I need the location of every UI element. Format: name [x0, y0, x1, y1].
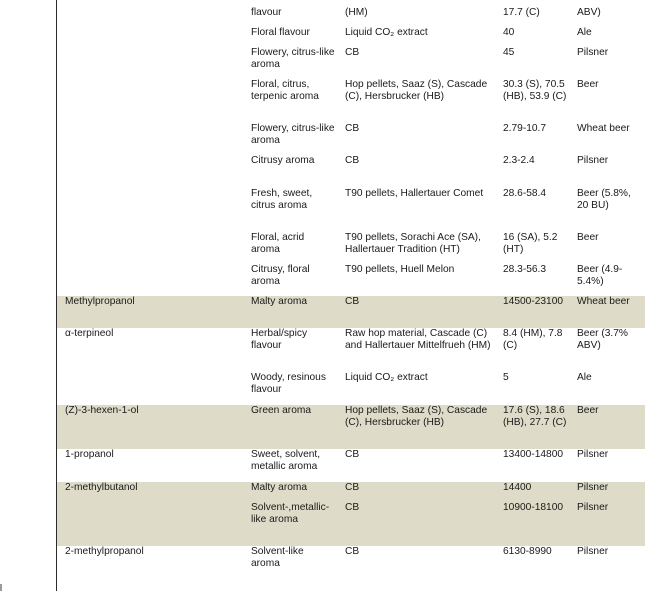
compound-cell: α-terpineol [65, 328, 114, 339]
product-cell: Beer [577, 405, 599, 416]
odour-cell: Floral flavour [251, 27, 310, 38]
table-row [57, 155, 645, 188]
hop-source-cell: T90 pellets, Hallertauer Comet [345, 188, 484, 199]
odour-cell: Solvent-like aroma [251, 546, 304, 569]
product-cell: Beer (4.9-5.4%) [577, 264, 623, 287]
table-row [57, 79, 645, 123]
odour-cell: Floral, acrid aroma [251, 232, 305, 255]
product-cell: Pilsner [577, 449, 609, 460]
compound-cell: 2-methylpropanol [65, 546, 144, 557]
concentration-cell: 8.4 (HM), 7.8 (C) [503, 328, 563, 351]
concentration-cell: 2.79-10.7 [503, 123, 547, 134]
hop-source-cell: Hop pellets, Saaz (S), Cascade (C), Hersbrucker (HB) [345, 79, 488, 102]
product-cell: Pilsner [577, 155, 609, 166]
hop-source-cell: CB [345, 482, 360, 493]
concentration-cell: 6130-8990 [503, 546, 552, 557]
table-row [57, 405, 645, 449]
table-row [57, 232, 645, 264]
hop-source-cell: (HM) [345, 7, 368, 18]
hop-source-cell: CB [345, 47, 360, 58]
concentration-cell: 10900-18100 [503, 502, 564, 513]
odour-cell: Citrusy, floral aroma [251, 264, 310, 287]
table-row [57, 372, 645, 405]
compound-cell: (Z)-3-hexen-1-ol [65, 405, 139, 416]
page-edge-mark [0, 584, 2, 591]
odour-cell: flavour [251, 7, 282, 18]
product-cell: Wheat beer [577, 123, 630, 134]
concentration-cell: 5 [503, 372, 509, 383]
hop-source-cell: T90 pellets, Sorachi Ace (SA), Hallertauer Tradition (HT) [345, 232, 481, 255]
product-cell: Beer [577, 232, 599, 243]
table-row [57, 546, 645, 591]
odour-cell: Woody, resinous flavour [251, 372, 326, 395]
hop-source-cell: Raw hop material, Cascade (C) and Hallertauer Mittelfrueh (HM) [345, 328, 491, 351]
product-cell: Pilsner [577, 482, 609, 493]
odour-cell: Malty aroma [251, 482, 308, 493]
product-cell: Pilsner [577, 546, 609, 557]
hop-source-cell: CB [345, 123, 360, 134]
hop-source-cell: CB [345, 155, 360, 166]
table-row [57, 482, 645, 502]
concentration-cell: 2.3-2.4 [503, 155, 535, 166]
hop-source-cell: Liquid CO₂ extract [345, 372, 428, 383]
product-cell: Beer [577, 79, 599, 90]
product-cell: Wheat beer [577, 296, 630, 307]
concentration-cell: 28.6-58.4 [503, 188, 547, 199]
concentration-cell: 14400 [503, 482, 532, 493]
product-cell: Beer (3.7% ABV) [577, 328, 628, 351]
compound-cell: 2-methylbutanol [65, 482, 138, 493]
odour-cell: Floral, citrus, terpenic aroma [251, 79, 319, 102]
product-cell: Ale [577, 27, 592, 38]
hop-source-cell: CB [345, 296, 360, 307]
concentration-cell: 16 (SA), 5.2 (HT) [503, 232, 558, 255]
concentration-cell: 40 [503, 27, 515, 38]
hop-source-cell: Liquid CO₂ extract [345, 27, 428, 38]
table-row [57, 123, 645, 155]
table-row [57, 188, 645, 232]
odour-cell: Fresh, sweet, citrus aroma [251, 188, 313, 211]
concentration-cell: 14500-23100 [503, 296, 564, 307]
product-cell: ABV) [577, 7, 601, 18]
concentration-cell: 17.7 (C) [503, 7, 540, 18]
table-row [57, 7, 645, 27]
odour-cell: Sweet, solvent, metallic aroma [251, 449, 321, 472]
product-cell: Pilsner [577, 47, 609, 58]
concentration-cell: 13400-14800 [503, 449, 564, 460]
table-row [57, 47, 645, 79]
odour-cell: Green aroma [251, 405, 312, 416]
table-row [57, 449, 645, 482]
odour-cell: Flowery, citrus-like aroma [251, 47, 335, 70]
table-row [57, 328, 645, 372]
hop-source-cell: CB [345, 449, 360, 460]
concentration-cell: 30.3 (S), 70.5 (HB), 53.9 (C) [503, 79, 567, 102]
table-row [57, 27, 645, 47]
table-row [57, 264, 645, 296]
hop-source-cell: CB [345, 546, 360, 557]
table-row [57, 502, 645, 546]
compound-cell: Methylpropanol [65, 296, 135, 307]
odour-cell: Solvent-,metallic-like aroma [251, 502, 330, 525]
concentration-cell: 28.3-56.3 [503, 264, 547, 275]
concentration-cell: 45 [503, 47, 515, 58]
hop-source-cell: Hop pellets, Saaz (S), Cascade (C), Hersbrucker (HB) [345, 405, 488, 428]
concentration-cell: 17.6 (S), 18.6 (HB), 27.7 (C) [503, 405, 567, 428]
odour-cell: Citrusy aroma [251, 155, 315, 166]
compound-cell: 1-propanol [65, 449, 114, 460]
odour-cell: Malty aroma [251, 296, 308, 307]
product-cell: Beer (5.8%, 20 BU) [577, 188, 631, 211]
hop-source-cell: T90 pellets, Huell Melon [345, 264, 455, 275]
product-cell: Ale [577, 372, 592, 383]
odour-cell: Flowery, citrus-like aroma [251, 123, 335, 146]
odour-cell: Herbal/spicy flavour [251, 328, 308, 351]
product-cell: Pilsner [577, 502, 609, 513]
table-row [57, 296, 645, 328]
hop-source-cell: CB [345, 502, 360, 513]
